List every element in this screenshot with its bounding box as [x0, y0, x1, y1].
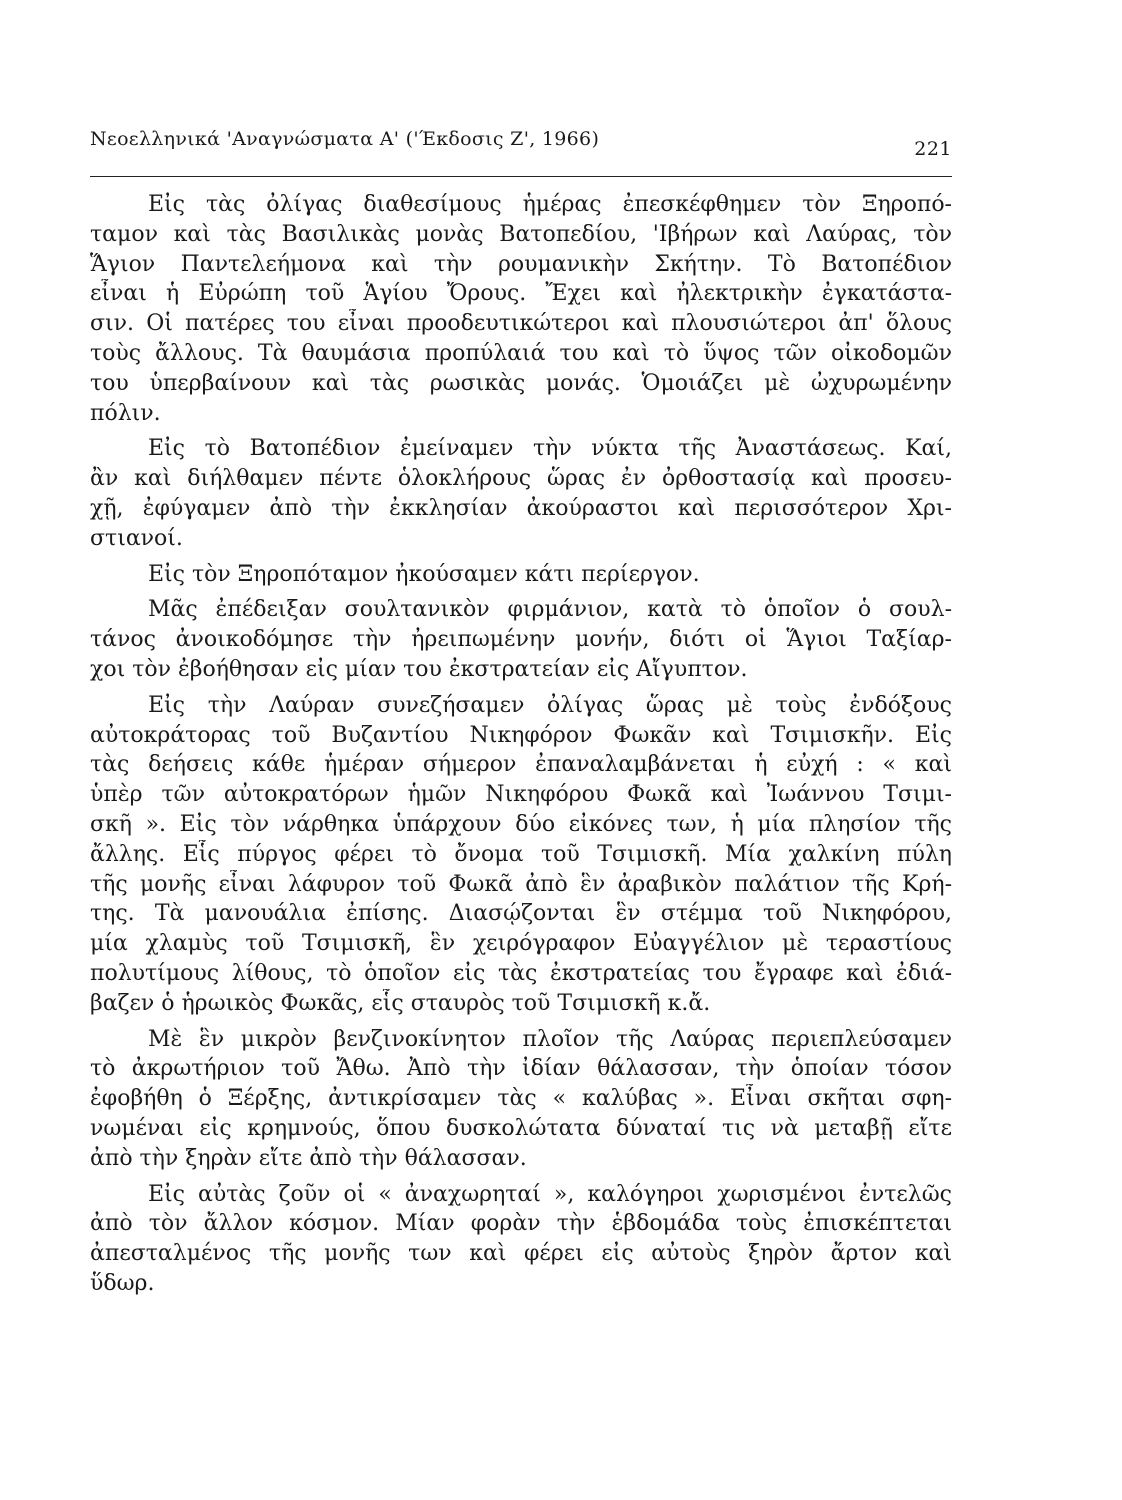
text-line: νωμέναι εἰς κρημνούς, ὅπου δυσκολώτατα δύναταί τις νὰ μεταβῇ εἴτε	[90, 1115, 952, 1141]
paragraph	[90, 1025, 952, 1174]
text-line: του ὑπερβαίνουν καὶ τὰς ρωσικὰς μονάς. Ὁμοιάζει μὲ ὠχυρωμένην	[90, 370, 952, 396]
text-line: χοι τὸν ἐβοήθησαν εἰς μίαν του ἐκστρατείαν εἰς Αἴγυπτον.	[90, 656, 748, 682]
paragraph	[90, 560, 952, 590]
text-line: της. Τὰ μανουάλια ἐπίσης. Διασῴζονται ἓν στέμμα τοῦ Νικηφόρου,	[90, 901, 952, 927]
text-line: Εἰς τὸ Βατοπέδιον ἐμείναμεν τὴν νύκτα τῆς Ἀναστάσεως. Καί,	[148, 436, 952, 462]
text-line: πολυτίμους λίθους, τὸ ὁποῖον εἰς τὰς ἐκστρατείας του ἔγραφε καὶ ἐδιά-	[90, 960, 952, 986]
paragraph	[90, 434, 952, 553]
text-line: ἀπὸ τὴν ξηρὰν εἴτε ἀπὸ τὴν θάλασσαν.	[90, 1145, 527, 1171]
text-line: Εἰς τὸν Ξηροπόταμον ἠκούσαμεν κάτι περίεργον.	[148, 561, 700, 587]
text-line: τῆς μονῆς εἶναι λάφυρον τοῦ Φωκᾶ ἀπὸ ἓν ἀραβικὸν παλάτιον τῆς Κρή-	[90, 871, 952, 897]
text-line: Ἅγιον Παντελεήμονα καὶ τὴν ρουμανικὴν Σκήτην. Τὸ Βατοπέδιον	[90, 251, 952, 277]
text-line: τὸ ἀκρωτήριον τοῦ Ἄθω. Ἀπὸ τὴν ἰδίαν θάλασσαν, τὴν ὁποίαν τόσον	[90, 1056, 952, 1082]
text-line: Μᾶς ἐπέδειξαν σουλτανικὸν φιρμάνιον, κατὰ τὸ ὁποῖον ὁ σουλ-	[148, 597, 952, 623]
text-line: ἀπὸ τὸν ἄλλον κόσμον. Μίαν φορὰν τὴν ἑβδομάδα τοὺς ἐπισκέπτεται	[90, 1211, 952, 1237]
text-line: Εἰς τὴν Λαύραν συνεζήσαμεν ὀλίγας ὥρας μὲ τοὺς ἐνδόξους	[148, 692, 952, 718]
text-line: ἐφοβήθη ὁ Ξέρξης, ἀντικρίσαμεν τὰς « καλύβας ». Εἶναι σκῆται σφη-	[90, 1086, 952, 1112]
paragraph	[90, 1180, 952, 1299]
header-rule	[90, 176, 952, 177]
body-text	[90, 190, 952, 1299]
text-line: Μὲ ἓν μικρὸν βενζινοκίνητον πλοῖον τῆς Λαύρας περιεπλεύσαμεν	[148, 1026, 952, 1052]
page-number: 221	[914, 138, 952, 160]
text-line: ἄλλης. Εἷς πύργος φέρει τὸ ὄνομα τοῦ Τσιμισκῆ. Μία χαλκίνη πύλη	[90, 841, 952, 867]
text-line: τοὺς ἄλλους. Τὰ θαυμάσια προπύλαιά του καὶ τὸ ὕψος τῶν οἰκοδομῶν	[90, 340, 952, 366]
text-line: ἀπεσταλμένος τῆς μονῆς των καὶ φέρει εἰς αὐτοὺς ξηρὸν ἄρτον καὶ	[90, 1241, 952, 1267]
text-line: ἂν καὶ διήλθαμεν πέντε ὁλοκλήρους ὥρας ἐν ὀρθοστασίᾳ καὶ προσευ-	[90, 466, 952, 492]
text-line: στιανοί.	[90, 525, 183, 551]
text-line: εἶναι ἡ Εὐρώπη τοῦ Ἁγίου Ὄρους. Ἔχει καὶ ἠλεκτρικὴν ἐγκατάστα-	[90, 281, 952, 307]
text-line: τὰς δεήσεις κάθε ἡμέραν σήμερον ἐπαναλαμβάνεται ἡ εὐχή : « καὶ	[90, 752, 952, 778]
text-line: πόλιν.	[90, 400, 161, 426]
text-line: ὑπὲρ τῶν αὐτοκρατόρων ἡμῶν Νικηφόρου Φωκᾶ καὶ Ἰωάννου Τσιμι-	[90, 782, 952, 808]
text-line: ταμον καὶ τὰς Βασιλικὰς μονὰς Βατοπεδίου, 'Ιβήρων καὶ Λαύρας, τὸν	[90, 221, 952, 247]
text-line: ὕδωρ.	[90, 1270, 155, 1296]
text-line: Εἰς τὰς ὀλίγας διαθεσίμους ἡμέρας ἐπεσκέφθημεν τὸν Ξηροπό-	[148, 192, 952, 217]
text-line: μία χλαμὺς τοῦ Τσιμισκῆ, ἓν χειρόγραφον Εὐαγγέλιον μὲ τεραστίους	[90, 931, 952, 957]
paragraph	[90, 595, 952, 684]
text-line: τάνος ἀνοικοδόμησε τὴν ἠρειπωμένην μονήν, διότι οἱ Ἅγιοι Ταξίαρ-	[90, 627, 952, 653]
text-line: Εἰς αὐτὰς ζοῦν οἱ « ἀναχωρηταί », καλόγηροι χωρισμένοι ἐντελῶς	[148, 1181, 952, 1207]
text-line: χῇ, ἐφύγαμεν ἀπὸ τὴν ἐκκλησίαν ἀκούραστοι καὶ περισσότερον Χρι-	[90, 495, 952, 521]
paragraph	[90, 691, 952, 1019]
header-title: Νεοελληνικά 'Αναγνώσματα Α' ('Έκδοσις Ζ', 1966)	[90, 128, 600, 150]
text-line: σιν. Οἱ πατέρες του εἶναι προοδευτικώτεροι καὶ πλουσιώτεροι ἀπ' ὅλους	[90, 311, 952, 337]
paragraph	[90, 190, 952, 428]
text-line: σκῆ ». Εἰς τὸν νάρθηκα ὑπάρχουν δύο εἰκόνες των, ἡ μία πλησίον τῆς	[90, 811, 952, 837]
running-header	[90, 128, 952, 158]
text-line: αὐτοκράτορας τοῦ Βυζαντίου Νικηφόρον Φωκᾶν καὶ Τσιμισκῆν. Εἰς	[90, 722, 952, 748]
text-line: βαζεν ὁ ἡρωικὸς Φωκᾶς, εἷς σταυρὸς τοῦ Τσιμισκῆ κ.ἄ.	[90, 990, 711, 1016]
